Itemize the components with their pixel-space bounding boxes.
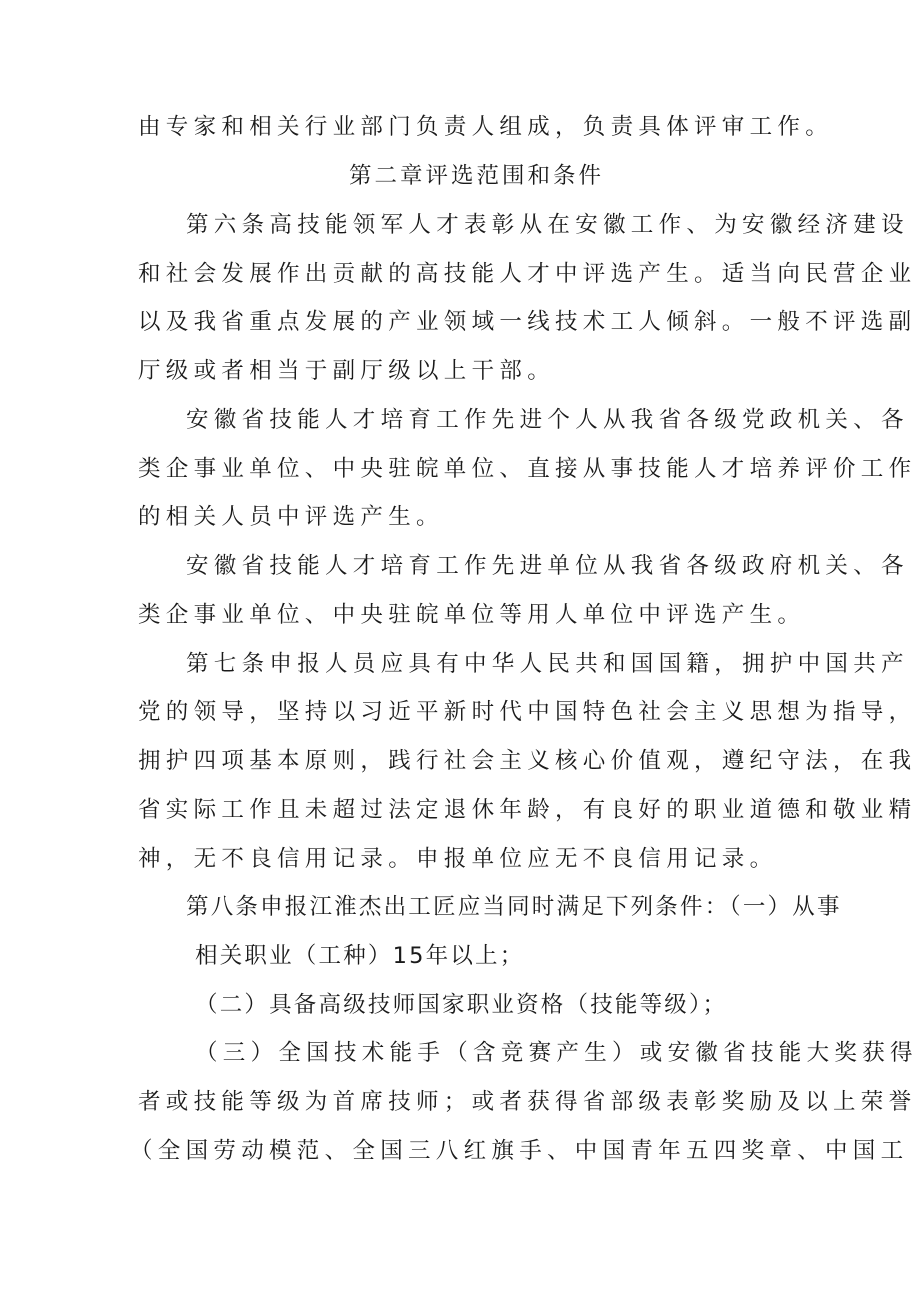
chapter-heading: 第二章评选范围和条件 <box>349 163 605 189</box>
paragraph-line: 由专家和相关行业部门负责人组成，负责具体评审工作。 <box>138 114 834 140</box>
paragraph-line: 厅级或者相当于副厅级以上干部。 <box>138 358 556 384</box>
paragraph-line: 以及我省重点发展的产业领域一线技术工人倾斜。一般不评选副 <box>138 309 917 335</box>
paragraph-line: 党的领导，坚持以习近平新时代中国特色社会主义思想为指导， <box>138 699 917 725</box>
paragraph-line: 省实际工作且未超过法定退休年龄，有良好的职业道德和敬业精 <box>138 797 917 823</box>
paragraph-line: 安徽省技能人才培育工作先进单位从我省各级政府机关、各 <box>186 553 909 579</box>
paragraph-line: 的相关人员中评选产生。 <box>138 504 444 530</box>
paragraph-line: 类企事业单位、中央驻皖单位、直接从事技能人才培养评价工作 <box>138 456 917 482</box>
paragraph-line: 者或技能等级为首席技师；或者获得省部级表彰奖励及以上荣誉 <box>138 1089 917 1115</box>
paragraph-line: （三）全国技术能手（含竞赛产生）或安徽省技能大奖获得 <box>195 1040 918 1066</box>
paragraph-line: 相关职业（工种）15年以上； <box>195 943 525 969</box>
paragraph-line: 神，无不良信用记录。申报单位应无不良信用记录。 <box>138 846 778 872</box>
paragraph-line: 和社会发展作出贡献的高技能人才中评选产生。适当向民营企业 <box>138 261 917 287</box>
paragraph-line: （二）具备高级技师国家职业资格（技能等级）； <box>195 992 728 1018</box>
paragraph-line: 安徽省技能人才培育工作先进个人从我省各级党政机关、各 <box>186 407 909 433</box>
paragraph-line: （全国劳动模范、全国三八红旗手、中国青年五四奖章、中国工 <box>130 1138 909 1164</box>
paragraph-line: 第六条高技能领军人才表彰从在安徽工作、为安徽经济建设 <box>186 212 909 238</box>
paragraph-line: 第七条申报人员应具有中华人民共和国国籍，拥护中国共产 <box>186 651 909 677</box>
paragraph-line: 类企事业单位、中央驻皖单位等用人单位中评选产生。 <box>138 602 806 628</box>
paragraph-line: 拥护四项基本原则，践行社会主义核心价值观，遵纪守法，在我 <box>138 748 917 774</box>
paragraph-line: 第八条申报江淮杰出工匠应当同时满足下列条件：（一）从事 <box>186 894 842 920</box>
